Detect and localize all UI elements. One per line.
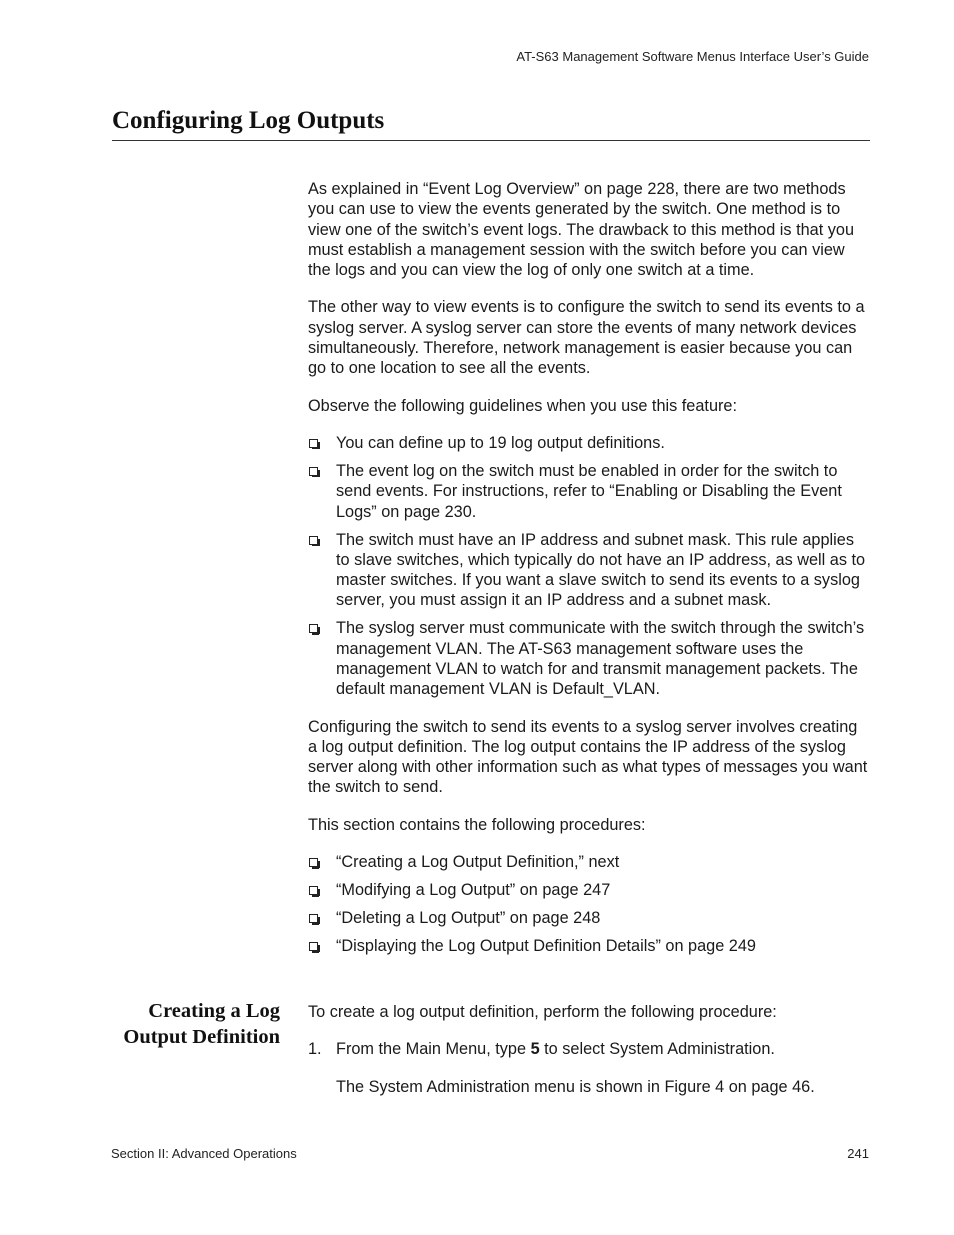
procedure-steps — [308, 1039, 870, 1097]
list-item: “Displaying the Log Output Definition Details” on page 249 — [308, 936, 870, 956]
page-number: 241 — [847, 1146, 869, 1161]
step-note: The System Administration menu is shown in Figure 4 on page 46. — [336, 1077, 815, 1096]
running-header: AT-S63 Management Software Menus Interface User’s Guide — [516, 49, 869, 64]
footer-section: Section II: Advanced Operations — [111, 1146, 297, 1161]
list-item: The switch must have an IP address and subnet mask. This rule applies to slave switches, which typically do not have an IP address, as well as to master switches. If you want a slave switch to send its events to a syslog server, you must assign it an IP address and a subnet mask. — [308, 530, 870, 611]
checkbox-bullet-icon — [309, 439, 318, 448]
list-item: The syslog server must communicate with the switch through the switch’s management VLAN. The AT-S63 management software uses the management VLAN to watch for and transmit management packets. The default management VLAN is Default_VLAN. — [308, 618, 870, 699]
subsection-heading-line-2: Output Definition — [123, 1026, 280, 1048]
procedures-list — [308, 852, 870, 956]
section-title: Configuring Log Outputs — [112, 107, 385, 134]
checkbox-bullet-icon — [309, 858, 318, 867]
guidelines-list — [308, 433, 870, 700]
intro-paragraph-2: The other way to view events is to configure the switch to send its events to a syslog server. A syslog server can store the events of many network devices simultaneously. Therefore, network management is easier because you can go to one location to see all the events. — [308, 298, 865, 378]
subsection-heading — [100, 998, 280, 1050]
subsection-heading-line-1: Creating a Log — [148, 1000, 280, 1022]
checkbox-bullet-icon — [309, 536, 318, 545]
list-item: “Creating a Log Output Definition,” next — [308, 852, 870, 872]
title-rule — [112, 140, 870, 141]
procedures-intro: This section contains the following procedures: — [308, 815, 646, 834]
list-item: “Modifying a Log Output” on page 247 — [308, 880, 870, 900]
procedure-step: 1. From the Main Menu, type 5 to select System Administration. The System Administration menu is shown in Figure 4 on page 46. — [308, 1039, 870, 1097]
checkbox-bullet-icon — [309, 467, 318, 476]
list-item: You can define up to 19 log output definitions. — [308, 433, 870, 453]
config-paragraph: Configuring the switch to send its events to a syslog server involves creating a log output definition. The log output contains the IP address of the syslog server along with other information such as what types of messages you want the switch to send. — [308, 717, 868, 797]
guidelines-intro: Observe the following guidelines when you use this feature: — [308, 396, 737, 415]
checkbox-bullet-icon — [309, 942, 318, 951]
intro-body — [308, 179, 870, 964]
checkbox-bullet-icon — [309, 886, 318, 895]
menu-key: 5 — [530, 1040, 540, 1059]
checkbox-bullet-icon — [309, 624, 318, 633]
subsection-intro: To create a log output definition, perform the following procedure: — [308, 1003, 777, 1021]
step-number: 1. — [308, 1040, 322, 1059]
intro-paragraph-1: As explained in “Event Log Overview” on page 228, there are two methods you can use to view the events generated by the switch. One method is to view one of the switch’s event logs. The drawback to this method is that you must establish a management session with the switch before you can view the logs and you can view the log of only one switch at a time. — [308, 180, 855, 280]
subsection-body — [308, 1002, 870, 1097]
list-item: The event log on the switch must be enabled in order for the switch to send events. For instructions, refer to “Enabling or Disabling the Event Logs” on page 230. — [308, 461, 870, 522]
checkbox-bullet-icon — [309, 914, 318, 923]
list-item: “Deleting a Log Output” on page 248 — [308, 908, 870, 928]
